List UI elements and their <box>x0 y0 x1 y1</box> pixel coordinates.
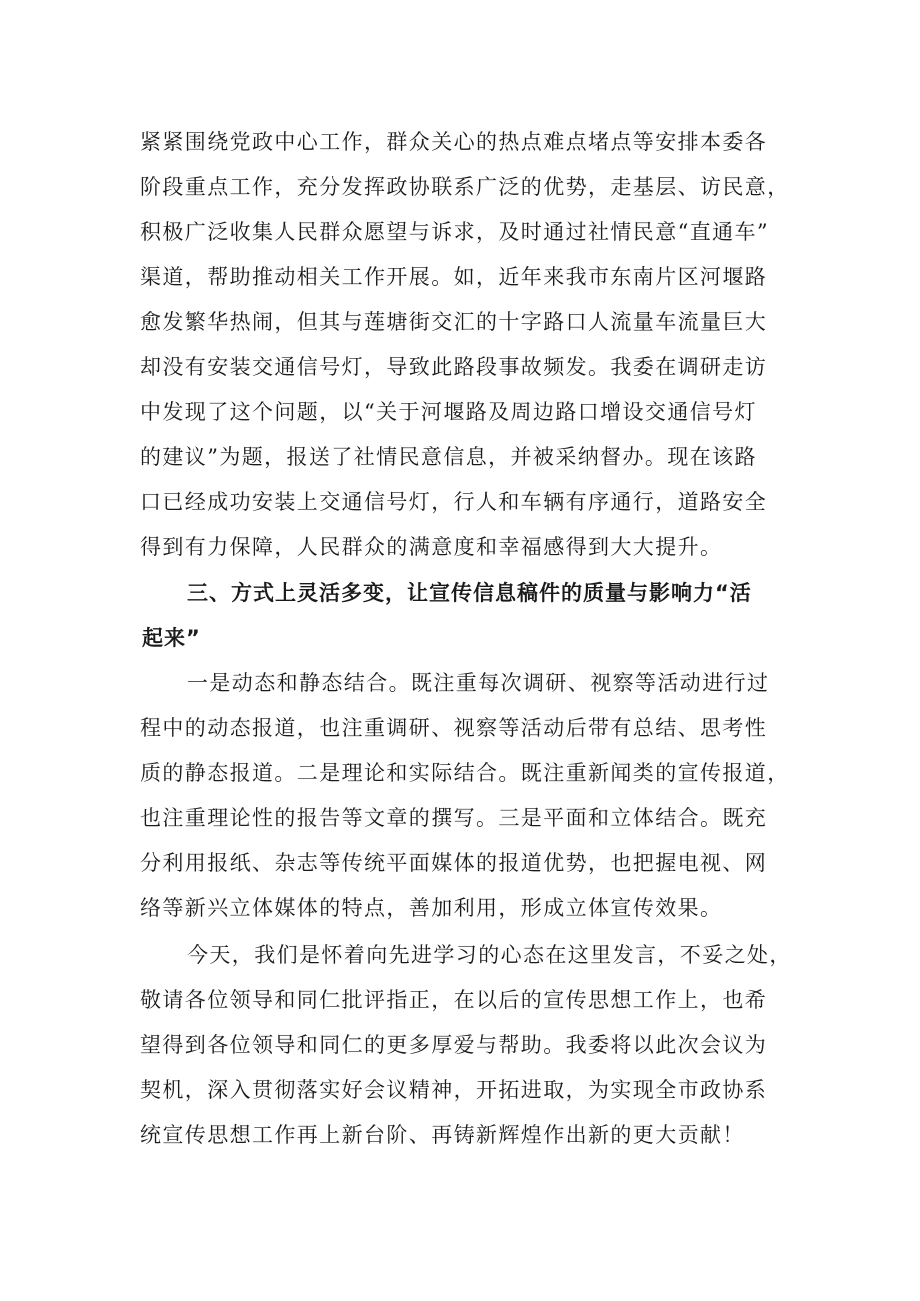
body-text-line: 程中的动态报道，也注重调研、视察等活动后带有总结、思考性 <box>140 716 768 740</box>
section-heading: 三、方式上灵活多变，让宣传信息稿件的质量与影响力“活 <box>187 581 752 605</box>
body-text-line: 统宣传思想工作再上新台阶、再铸新辉煌作出新的更大贡献！ <box>140 1123 745 1147</box>
body-text-line: 得到有力保障，人民群众的满意度和幸福感得到大大提升。 <box>140 535 723 559</box>
section-heading-continued: 起来” <box>142 626 201 650</box>
body-text-line: 愈发繁华热闹，但其与莲塘街交汇的十字路口人流量车流量巨大 <box>140 310 768 334</box>
body-text-line: 却没有安装交通信号灯，导致此路段事故频发。我委在调研走访 <box>140 355 768 379</box>
body-text-line: 契机，深入贯彻落实好会议精神，开拓进取，为实现全市政协系 <box>140 1078 768 1102</box>
body-text-line: 望得到各位领导和同仁的更多厚爱与帮助。我委将以此次会议为 <box>140 1033 768 1057</box>
body-text-line: 紧紧围绕党政中心工作，群众关心的热点难点堵点等安排本委各 <box>140 130 768 154</box>
body-text-line: 分利用报纸、杂志等传统平面媒体的报道优势，也把握电视、网 <box>140 851 768 875</box>
body-text-line: 今天，我们是怀着向先进学习的心态在这里发言，不妥之处， <box>187 943 792 967</box>
body-text-line: 络等新兴立体媒体的特点，善加利用，形成立体宣传效果。 <box>140 896 723 920</box>
body-text-line: 质的静态报道。二是理论和实际结合。既注重新闻类的宣传报道， <box>140 761 790 785</box>
body-text-line: 中发现了这个问题，以“关于河堰路及周边路口增设交通信号灯 <box>140 400 757 424</box>
body-text-line: 积极广泛收集人民群众愿望与诉求，及时通过社情民意“直通车” <box>140 220 770 244</box>
body-text-line: 一是动态和静态结合。既注重每次调研、视察等活动进行过 <box>187 671 770 695</box>
body-text-line: 敬请各位领导和同仁批评指正，在以后的宣传思想工作上，也希 <box>140 988 768 1012</box>
body-text-line: 阶段重点工作，充分发挥政协联系广泛的优势，走基层、访民意， <box>140 175 790 199</box>
body-text-line: 渠道，帮助推动相关工作开展。如，近年来我市东南片区河堰路 <box>140 265 768 289</box>
body-text-line: 的建议”为题，报送了社情民意信息，并被采纳督办。现在该路 <box>140 445 757 469</box>
body-text-line: 也注重理论性的报告等文章的撰写。三是平面和立体结合。既充 <box>140 806 768 830</box>
body-text-line: 口已经成功安装上交通信号灯，行人和车辆有序通行，道路安全 <box>140 490 768 514</box>
